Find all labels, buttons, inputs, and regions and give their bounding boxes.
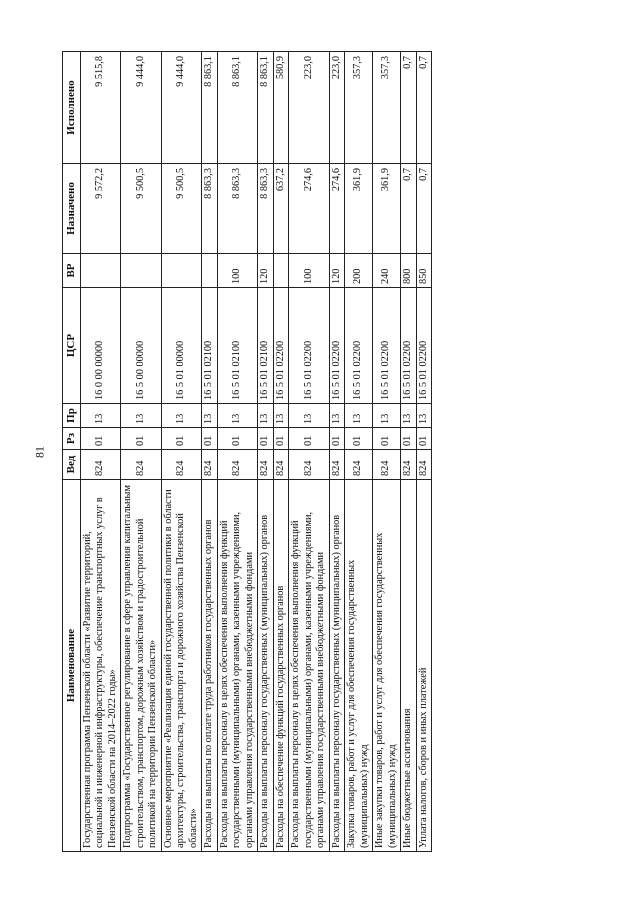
cell-assigned: 9 500,5: [161, 164, 202, 254]
cell-name: Государственная программа Пензенской области «Развитие территорий, социальной и инженерной инфраструктуры, обеспечение транспортных услуг в Пензенской области на 2014–2022 годы»: [80, 480, 121, 852]
table-row: [217, 52, 258, 852]
cell-rz: 01: [416, 428, 432, 450]
cell-executed: 0,7: [416, 52, 432, 164]
cell-csr: 16 5 01 02200: [401, 288, 417, 404]
header-pr: Пр: [63, 404, 81, 428]
cell-csr: 16 5 01 02100: [202, 288, 218, 404]
cell-pr: 13: [161, 404, 202, 428]
cell-vr: [202, 254, 218, 288]
cell-pr: 13: [217, 404, 258, 428]
cell-vr: 120: [329, 254, 345, 288]
cell-csr: 16 0 00 00000: [80, 288, 121, 404]
header-vr: ВР: [63, 254, 81, 288]
cell-csr: 16 5 01 02100: [258, 288, 274, 404]
cell-vr: [273, 254, 289, 288]
cell-pr: 13: [329, 404, 345, 428]
cell-executed: 0,7: [401, 52, 417, 164]
cell-name: Расходы на выплаты персоналу в целях обеспечения выполнения функций государственными (муниципальными) органами, казенными учреждениями, органами управления государственными внебюджетными фондами: [289, 480, 330, 852]
table-row: [258, 52, 274, 852]
cell-ved: 824: [80, 450, 121, 480]
cell-executed: 357,3: [345, 52, 373, 164]
cell-csr: 16 5 01 02200: [345, 288, 373, 404]
cell-rz: 01: [273, 428, 289, 450]
table-body: [80, 52, 432, 852]
cell-assigned: 274,6: [329, 164, 345, 254]
table-row: [289, 52, 330, 852]
table-row: [80, 52, 121, 852]
cell-name: Иные закупки товаров, работ и услуг для обеспечения государственных (муниципальных) нужд: [373, 480, 401, 852]
cell-pr: 13: [80, 404, 121, 428]
table-row: [373, 52, 401, 852]
cell-name: Расходы на выплаты персоналу государственных (муниципальных) органов: [329, 480, 345, 852]
cell-assigned: 8 863,3: [217, 164, 258, 254]
cell-name: Подпрограмма «Государственное регулирование в сфере управления капитальным строительством, транспортом, дорожным хозяйством и градостроительной политикой на территории Пензенской области»: [121, 480, 162, 852]
cell-pr: 13: [121, 404, 162, 428]
cell-assigned: 9 572,2: [80, 164, 121, 254]
cell-csr: 16 5 01 02100: [217, 288, 258, 404]
cell-assigned: 361,9: [345, 164, 373, 254]
cell-assigned: 9 500,5: [121, 164, 162, 254]
cell-ved: 824: [289, 450, 330, 480]
cell-assigned: 0,7: [401, 164, 417, 254]
cell-rz: 01: [373, 428, 401, 450]
cell-csr: 16 5 01 02200: [329, 288, 345, 404]
cell-name: Расходы на выплаты по оплате труда работников государственных органов: [202, 480, 218, 852]
cell-vr: 120: [258, 254, 274, 288]
header-assigned: Назначено: [63, 164, 81, 254]
cell-ved: 824: [373, 450, 401, 480]
cell-ved: 824: [416, 450, 432, 480]
cell-executed: 8 863,1: [217, 52, 258, 164]
cell-name: Уплата налогов, сборов и иных платежей: [416, 480, 432, 852]
cell-assigned: 0,7: [416, 164, 432, 254]
cell-vr: 200: [345, 254, 373, 288]
cell-csr: 16 5 00 00000: [121, 288, 162, 404]
cell-vr: 100: [289, 254, 330, 288]
budget-table: [62, 51, 432, 852]
cell-vr: 240: [373, 254, 401, 288]
cell-pr: 13: [258, 404, 274, 428]
header-executed: Исполнено: [63, 52, 81, 164]
cell-name: Иные бюджетные ассигнования: [401, 480, 417, 852]
cell-assigned: 8 863,3: [202, 164, 218, 254]
header-name: Наименование: [63, 480, 81, 852]
header-csr: ЦСР: [63, 288, 81, 404]
cell-pr: 13: [289, 404, 330, 428]
cell-rz: 01: [217, 428, 258, 450]
cell-assigned: 361,9: [373, 164, 401, 254]
cell-csr: 16 5 01 02200: [416, 288, 432, 404]
cell-name: Расходы на выплаты персоналу государственных (муниципальных) органов: [258, 480, 274, 852]
cell-csr: 16 5 01 02200: [373, 288, 401, 404]
cell-executed: 9 444,0: [121, 52, 162, 164]
cell-ved: 824: [273, 450, 289, 480]
table-header-row: [63, 52, 81, 852]
table-row: [345, 52, 373, 852]
cell-pr: 13: [401, 404, 417, 428]
cell-rz: 01: [202, 428, 218, 450]
cell-executed: 9 515,8: [80, 52, 121, 164]
cell-rz: 01: [289, 428, 330, 450]
cell-rz: 01: [329, 428, 345, 450]
table-row: [161, 52, 202, 852]
cell-rz: 01: [121, 428, 162, 450]
cell-executed: 357,3: [373, 52, 401, 164]
table-row: [121, 52, 162, 852]
cell-name: Закупка товаров, работ и услуг для обеспечения государственных (муниципальных) нужд: [345, 480, 373, 852]
cell-executed: 223,0: [329, 52, 345, 164]
cell-ved: 824: [401, 450, 417, 480]
cell-ved: 824: [329, 450, 345, 480]
cell-pr: 13: [345, 404, 373, 428]
cell-executed: 580,9: [273, 52, 289, 164]
cell-name: Основное мероприятие «Реализация единой государственной политики в области архитектуры, строительства, транспорта и дорожного хозяйства Пензенской области»: [161, 480, 202, 852]
cell-vr: [121, 254, 162, 288]
cell-vr: [80, 254, 121, 288]
cell-assigned: 274,6: [289, 164, 330, 254]
header-ved: Вед: [63, 450, 81, 480]
cell-assigned: 637,2: [273, 164, 289, 254]
table-row: [273, 52, 289, 852]
cell-csr: 16 5 01 00000: [161, 288, 202, 404]
cell-ved: 824: [202, 450, 218, 480]
cell-ved: 824: [258, 450, 274, 480]
rotated-page-content: [62, 52, 578, 852]
cell-name: Расходы на выплаты персоналу в целях обеспечения выполнения функций государственными (муниципальными) органами, казенными учреждениями, органами управления государственными внебюджетными фондами: [217, 480, 258, 852]
cell-executed: 223,0: [289, 52, 330, 164]
cell-vr: [161, 254, 202, 288]
cell-pr: 13: [273, 404, 289, 428]
header-rz: Рз: [63, 428, 81, 450]
cell-ved: 824: [345, 450, 373, 480]
table-row: [416, 52, 432, 852]
cell-name: Расходы на обеспечение функций государственных органов: [273, 480, 289, 852]
table-row: [401, 52, 417, 852]
cell-vr: 800: [401, 254, 417, 288]
cell-rz: 01: [161, 428, 202, 450]
cell-rz: 01: [80, 428, 121, 450]
cell-pr: 13: [373, 404, 401, 428]
cell-rz: 01: [345, 428, 373, 450]
cell-executed: 8 863,1: [202, 52, 218, 164]
cell-csr: 16 5 01 02200: [273, 288, 289, 404]
cell-csr: 16 5 01 02200: [289, 288, 330, 404]
cell-ved: 824: [161, 450, 202, 480]
cell-executed: 8 863,1: [258, 52, 274, 164]
cell-assigned: 8 863,3: [258, 164, 274, 254]
cell-rz: 01: [258, 428, 274, 450]
cell-ved: 824: [217, 450, 258, 480]
page-number: 81: [32, 446, 47, 458]
cell-ved: 824: [121, 450, 162, 480]
table-row: [329, 52, 345, 852]
cell-pr: 13: [416, 404, 432, 428]
cell-rz: 01: [401, 428, 417, 450]
cell-vr: 100: [217, 254, 258, 288]
table-row: [202, 52, 218, 852]
cell-pr: 13: [202, 404, 218, 428]
cell-vr: 850: [416, 254, 432, 288]
cell-executed: 9 444,0: [161, 52, 202, 164]
